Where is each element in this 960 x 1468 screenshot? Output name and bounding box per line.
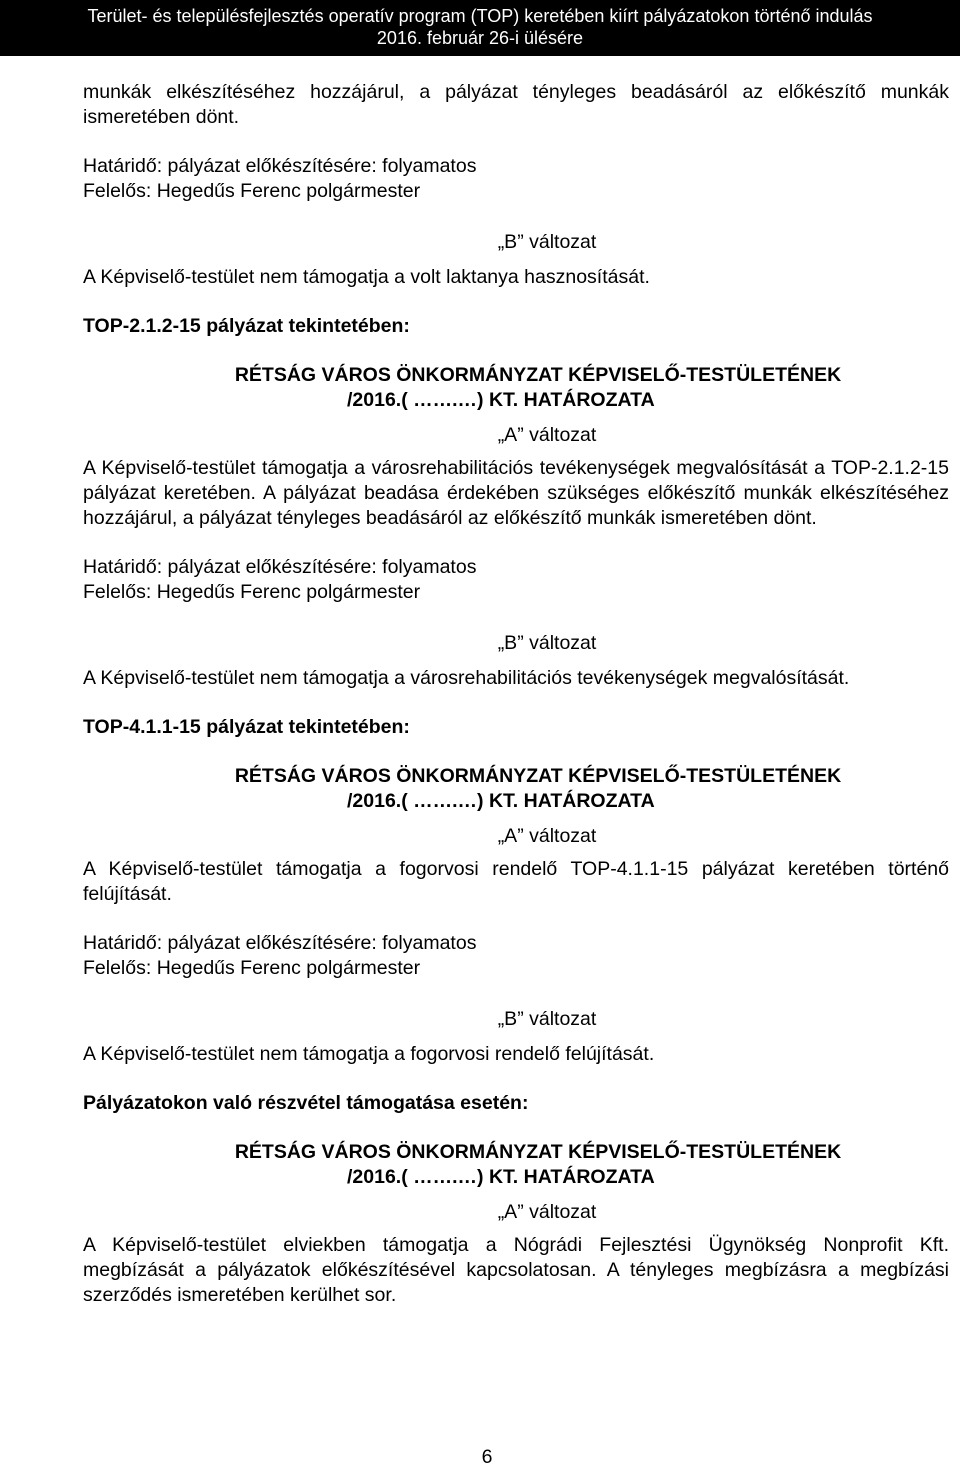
variant-b-heading: „B” változat <box>497 1008 597 1030</box>
responsible-text: Felelős: Hegedűs Ferenc polgármester <box>83 180 421 202</box>
responsible-text: Felelős: Hegedűs Ferenc polgármester <box>83 581 421 603</box>
resolution-authority: RÉTSÁG VÁROS ÖNKORMÁNYZAT KÉPVISELŐ-TESTÜLETÉNEK <box>234 364 842 386</box>
deadline-text: Határidő: pályázat előkészítésére: folyamatos <box>83 932 477 954</box>
variant-a-text: A Képviselő-testület támogatja a városrehabilitációs tevékenységek megvalósítását a TOP-2.1.2-15 pályázat keretében. A pályázat beadása érdekében szükséges előkészítő munkák elkészítéséhez hozzájárul, a pályázat tényleges beadásáról az előkészítő munkák ismeretében dönt. <box>83 457 949 529</box>
variant-b-heading: „B” változat <box>497 632 597 654</box>
variant-a-text: A Képviselő-testület támogatja a fogorvosi rendelő TOP-4.1.1-15 pályázat keretében történő felújítását. <box>83 858 949 905</box>
header-date: 2016. február 26-i ülésére <box>376 28 584 48</box>
page-number: 6 <box>481 1446 493 1468</box>
variant-a-heading: „A” változat <box>497 424 597 446</box>
variant-b-text: A Képviselő-testület nem támogatja a volt laktanya hasznosítását. <box>83 266 650 288</box>
header-title: Terület- és településfejlesztés operatív program (TOP) keretében kiírt pályázatokon történő indulás <box>87 6 873 26</box>
document-body <box>83 80 949 1308</box>
deadline-text: Határidő: pályázat előkészítésére: folyamatos <box>83 155 477 177</box>
variant-a-heading: „A” változat <box>497 1201 597 1223</box>
responsible-text: Felelős: Hegedűs Ferenc polgármester <box>83 957 421 979</box>
resolution-heading <box>83 1140 949 1190</box>
variant-a-heading: „A” változat <box>497 825 597 847</box>
variant-a-text: A Képviselő-testület elviekben támogatja a Nógrádi Fejlesztési Ügynökség Nonprofit Kft. megbízását a pályázatok előkészítésével kapcsolatosan. A tényleges megbízásra a megbízási szerződés ismeretében kerülhet sor. <box>83 1234 949 1306</box>
variant-b-text: A Képviselő-testület nem támogatja a fogorvosi rendelő felújítását. <box>83 1043 655 1065</box>
resolution-authority: RÉTSÁG VÁROS ÖNKORMÁNYZAT KÉPVISELŐ-TESTÜLETÉNEK <box>234 765 842 787</box>
resolution-number: /2016.( …….…) KT. HATÁROZATA <box>347 1166 655 1188</box>
section-title-top-4: TOP-4.1.1-15 pályázat tekintetében: <box>83 716 410 738</box>
variant-b-text: A Képviselő-testület nem támogatja a városrehabilitációs tevékenységek megvalósítását. <box>83 667 850 689</box>
resolution-number: /2016.( …….…) KT. HATÁROZATA <box>347 790 655 812</box>
deadline-text: Határidő: pályázat előkészítésére: folyamatos <box>83 556 477 578</box>
resolution-heading <box>83 363 949 413</box>
variant-b-heading: „B” változat <box>497 231 597 253</box>
resolution-heading <box>83 764 949 814</box>
page-header <box>0 0 960 56</box>
section-title-participation: Pályázatokon való részvétel támogatása esetén: <box>83 1092 529 1114</box>
resolution-number: /2016.( …….…) KT. HATÁROZATA <box>347 389 655 411</box>
intro-paragraph: munkák elkészítéséhez hozzájárul, a pályázat tényleges beadásáról az előkészítő munkák ismeretében dönt. <box>83 81 949 128</box>
section-title-top-2: TOP-2.1.2-15 pályázat tekintetében: <box>83 315 410 337</box>
resolution-authority: RÉTSÁG VÁROS ÖNKORMÁNYZAT KÉPVISELŐ-TESTÜLETÉNEK <box>234 1141 842 1163</box>
